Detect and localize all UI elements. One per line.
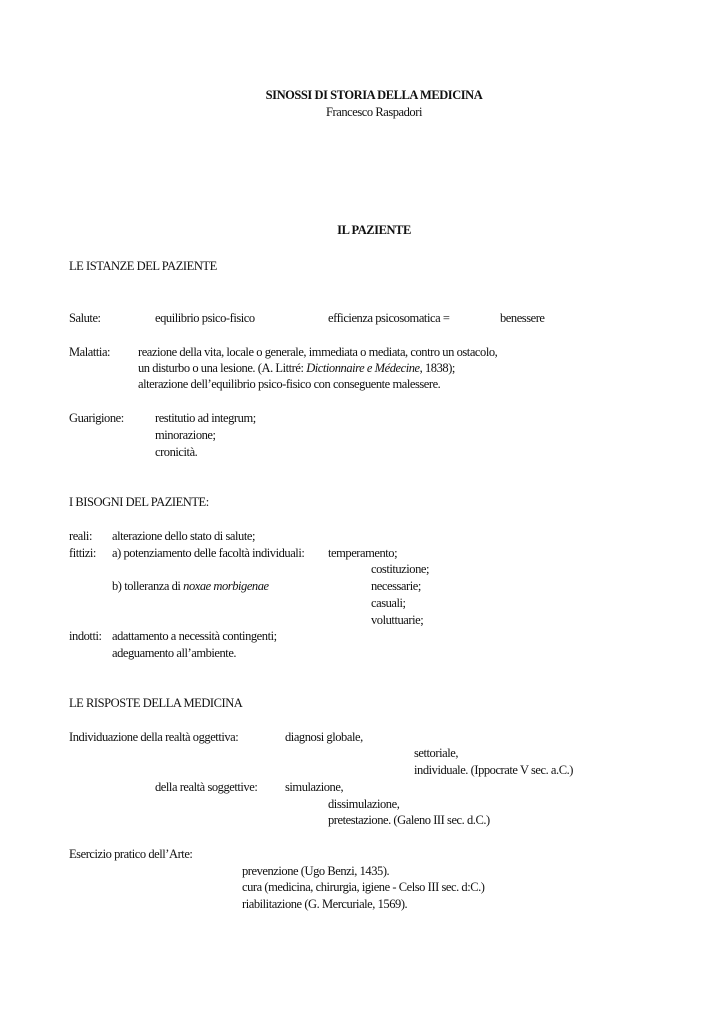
individuale-text: individuale. (Ippocrate V sec. a.C.) <box>414 763 573 777</box>
fittizi-b-pre: b) tolleranza di <box>112 579 184 593</box>
esercizio-item: cura (medicina, chirurgia, igiene - Celso III sec. d:C.) <box>242 880 485 894</box>
soggettive-item: dissimulazione, <box>328 797 400 811</box>
reali-label: reali: <box>69 529 92 543</box>
soggettive-item: simulazione, <box>285 780 344 794</box>
istanze-heading: LE ISTANZE DEL PAZIENTE <box>69 259 217 273</box>
salute-def-2: efficienza psicosomatica = <box>328 311 450 325</box>
individuazione-label: Individuazione della realtà oggettiva: <box>69 730 239 744</box>
fittizi-b <box>112 578 269 594</box>
indotti-item: adeguamento all’ambiente. <box>112 646 237 660</box>
fittizi-b-item: casuali; <box>371 596 406 610</box>
fittizi-b-item: necessarie; <box>371 579 421 593</box>
fittizi-b-italic: noxae morbigenae <box>183 579 269 593</box>
guarigione-item: cronicità. <box>155 445 198 459</box>
soggettive-label: della realtà soggettive: <box>155 780 258 794</box>
bisogni-heading: I BISOGNI DEL PAZIENTE: <box>69 495 209 509</box>
reali-text: alterazione dello stato di salute; <box>112 529 255 543</box>
guarigione-label: Guarigione: <box>69 411 124 425</box>
malattia-line-2 <box>138 360 455 376</box>
salute-def-1: equilibrio psico-fisico <box>155 311 255 325</box>
malattia-line-2-post: , 1838); <box>419 361 455 375</box>
soggettive-item: pretestazione. (Galeno III sec. d.C.) <box>328 813 490 827</box>
salute-label: Salute: <box>69 311 101 325</box>
esercizio-item: riabilitazione (G. Mercuriale, 1569). <box>242 897 408 911</box>
malattia-label: Malattia: <box>69 345 111 359</box>
esercizio-item: prevenzione (Ugo Benzi, 1435). <box>242 864 390 878</box>
guarigione-item: restitutio ad integrum; <box>155 411 256 425</box>
indotti-item: adattamento a necessità contingenti; <box>112 629 277 643</box>
malattia-line-3: alterazione dell’equilibrio psico-fisico con conseguente malessere. <box>138 377 441 391</box>
risposte-heading: LE RISPOSTE DELLA MEDICINA <box>69 696 243 710</box>
indotti-label: indotti: <box>69 629 102 643</box>
diagnosi-text: diagnosi globale, <box>285 730 363 744</box>
section-title: IL PAZIENTE <box>337 223 411 237</box>
guarigione-item: minorazione; <box>155 428 216 442</box>
fittizi-a: a) potenziamento delle facoltà individuali: <box>112 546 305 560</box>
malattia-citation-title: Dictionnaire e Médecine <box>306 361 420 375</box>
fittizi-a-item: temperamento; <box>328 546 398 560</box>
document-author: Francesco Raspadori <box>326 105 422 119</box>
fittizi-label: fittizi: <box>69 546 96 560</box>
salute-def-3: benessere <box>500 311 545 325</box>
fittizi-b-item: voluttuarie; <box>371 613 424 627</box>
settoriale-text: settoriale, <box>414 746 458 760</box>
fittizi-a-item: costituzione; <box>371 562 430 576</box>
esercizio-label: Esercizio pratico dell’Arte: <box>69 847 193 861</box>
malattia-line-1: reazione della vita, locale o generale, immediata o mediata, contro un ostacolo, <box>138 345 498 359</box>
malattia-line-2-pre: un disturbo o una lesione. (A. Littré: <box>138 361 307 375</box>
document-title: SINOSSI DI STORIA DELLA MEDICINA <box>265 88 483 102</box>
